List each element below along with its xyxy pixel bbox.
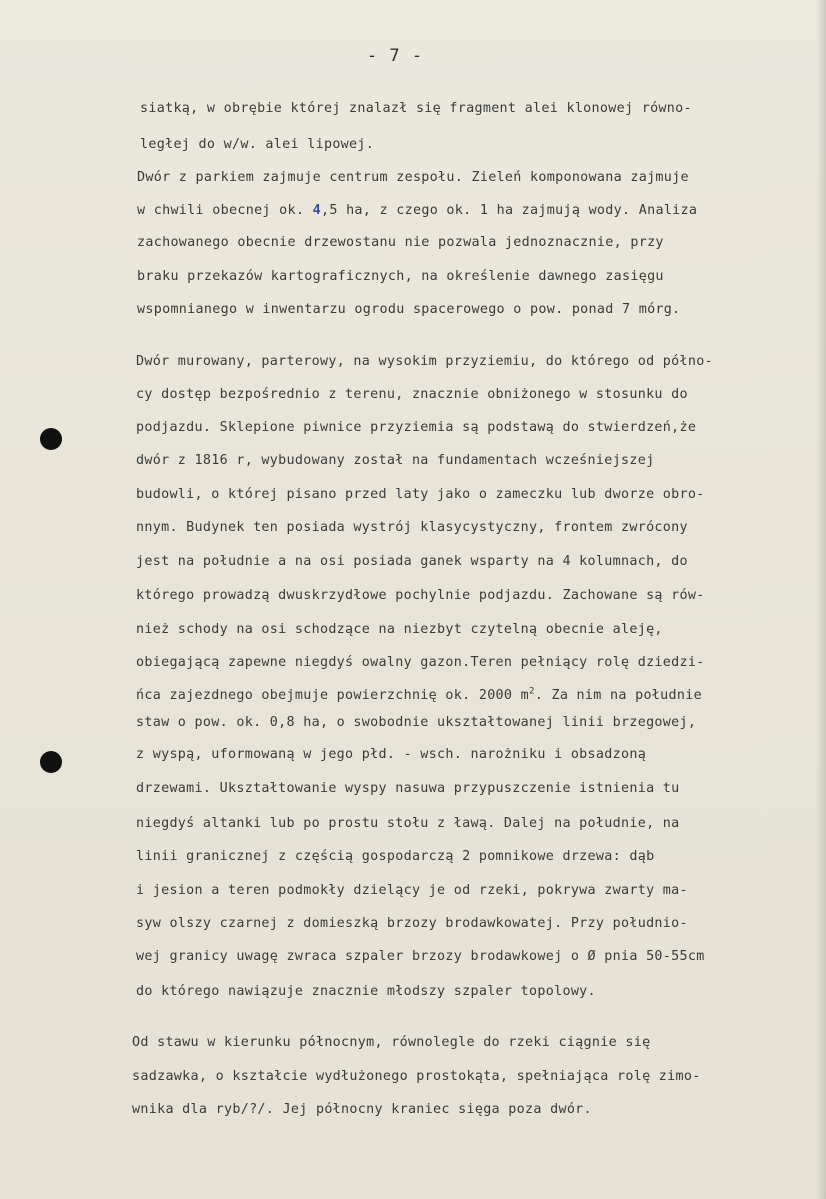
text-line: cy dostęp bezpośrednio z terenu, znacznie obniżonego w stosunku do bbox=[136, 387, 688, 402]
text-line: braku przekazów kartograficznych, na określenie dawnego zasięgu bbox=[137, 269, 664, 284]
text-line: z wyspą, uformowaną w jego płd. - wsch. narożniku i obsadzoną bbox=[136, 747, 647, 762]
text-line: Od stawu w kierunku północnym, równolegle do rzeki ciągnie się bbox=[132, 1035, 651, 1050]
text-line: wnika dla ryb/?/. Jej północny kraniec sięga poza dwór. bbox=[132, 1102, 592, 1117]
text-fragment: w chwili obecnej ok. bbox=[137, 203, 313, 218]
punch-hole-bottom bbox=[40, 751, 62, 773]
text-line: wej granicy uwagę zwraca szpaler brzozy brodawkowej o Ø pnia 50-55cm bbox=[136, 949, 705, 964]
text-line: budowli, o której pisano przed laty jako o zameczku lub dworze obro- bbox=[136, 487, 705, 502]
page-edge-shadow bbox=[816, 0, 826, 1199]
text-line: Dwór murowany, parterowy, na wysokim przyziemiu, do którego od półno- bbox=[136, 354, 713, 369]
text-line: drzewami. Ukształtowanie wyspy nasuwa przypuszczenie istnienia tu bbox=[136, 781, 680, 796]
text-line: Dwór z parkiem zajmuje centrum zespołu. Zieleń komponowana zajmuje bbox=[137, 170, 689, 185]
text-fragment: ,5 ha, z czego ok. 1 ha zajmują wody. Analiza bbox=[320, 203, 698, 218]
text-line: obiegającą zapewne niegdyś owalny gazon.Teren pełniący rolę dziedzi- bbox=[136, 655, 705, 670]
punch-hole-top bbox=[40, 428, 62, 450]
text-line: staw o pow. ok. 0,8 ha, o swobodnie ukształtowanej linii brzegowej, bbox=[136, 715, 697, 730]
text-line: syw olszy czarnej z domieszką brzozy brodawkowatej. Przy południo- bbox=[136, 916, 688, 931]
text-line: wspomnianego w inwentarzu ogrodu spacerowego o pow. ponad 7 mórg. bbox=[137, 302, 681, 317]
text-line: zachowanego obecnie drzewostanu nie pozwala jednoznacznie, przy bbox=[137, 235, 664, 250]
text-line: niegdyś altanki lub po prostu stołu z ławą. Dalej na południe, na bbox=[136, 816, 680, 831]
page-number: - 7 - bbox=[366, 46, 424, 66]
text-line: dwór z 1816 r, wybudowany został na fundamentach wcześniejszej bbox=[136, 453, 655, 468]
text-line bbox=[137, 202, 697, 220]
text-line: linii granicznej z częścią gospodarczą 2 pomnikowe drzewa: dąb bbox=[136, 849, 655, 864]
text-line: nież schody na osi schodzące na niezbyt czytelną obecnie aleję, bbox=[136, 622, 663, 637]
text-fragment: ńca zajezdnego obejmuje powierzchnię ok. 2000 m bbox=[136, 688, 530, 703]
text-line: podjazdu. Sklepione piwnice przyziemia są podstawą do stwierdzeń,że bbox=[136, 420, 697, 435]
text-line bbox=[136, 687, 702, 705]
text-line: do którego nawiązuje znacznie młodszy szpaler topolowy. bbox=[136, 984, 596, 999]
text-line: i jesion a teren podmokły dzielący je od rzeki, pokrywa zwarty ma- bbox=[136, 883, 688, 898]
handwritten-correction: 4 bbox=[312, 203, 321, 218]
text-line: siatką, w obrębie której znalazł się fragment alei klonowej równo- bbox=[140, 101, 692, 116]
text-line: ległej do w/w. alei lipowej. bbox=[140, 137, 375, 152]
text-line: którego prowadzą dwuskrzydłowe pochylnie podjazdu. Zachowane są rów- bbox=[136, 588, 705, 603]
text-line: nnym. Budynek ten posiada wystrój klasycystyczny, frontem zwrócony bbox=[136, 520, 688, 535]
superscript: 2 bbox=[529, 686, 535, 697]
text-line: sadzawka, o kształcie wydłużonego prostokąta, spełniająca rolę zimo- bbox=[132, 1069, 701, 1084]
text-line: jest na południe a na osi posiada ganek wsparty na 4 kolumnach, do bbox=[136, 554, 688, 569]
text-fragment: . Za nim na południe bbox=[534, 688, 702, 703]
